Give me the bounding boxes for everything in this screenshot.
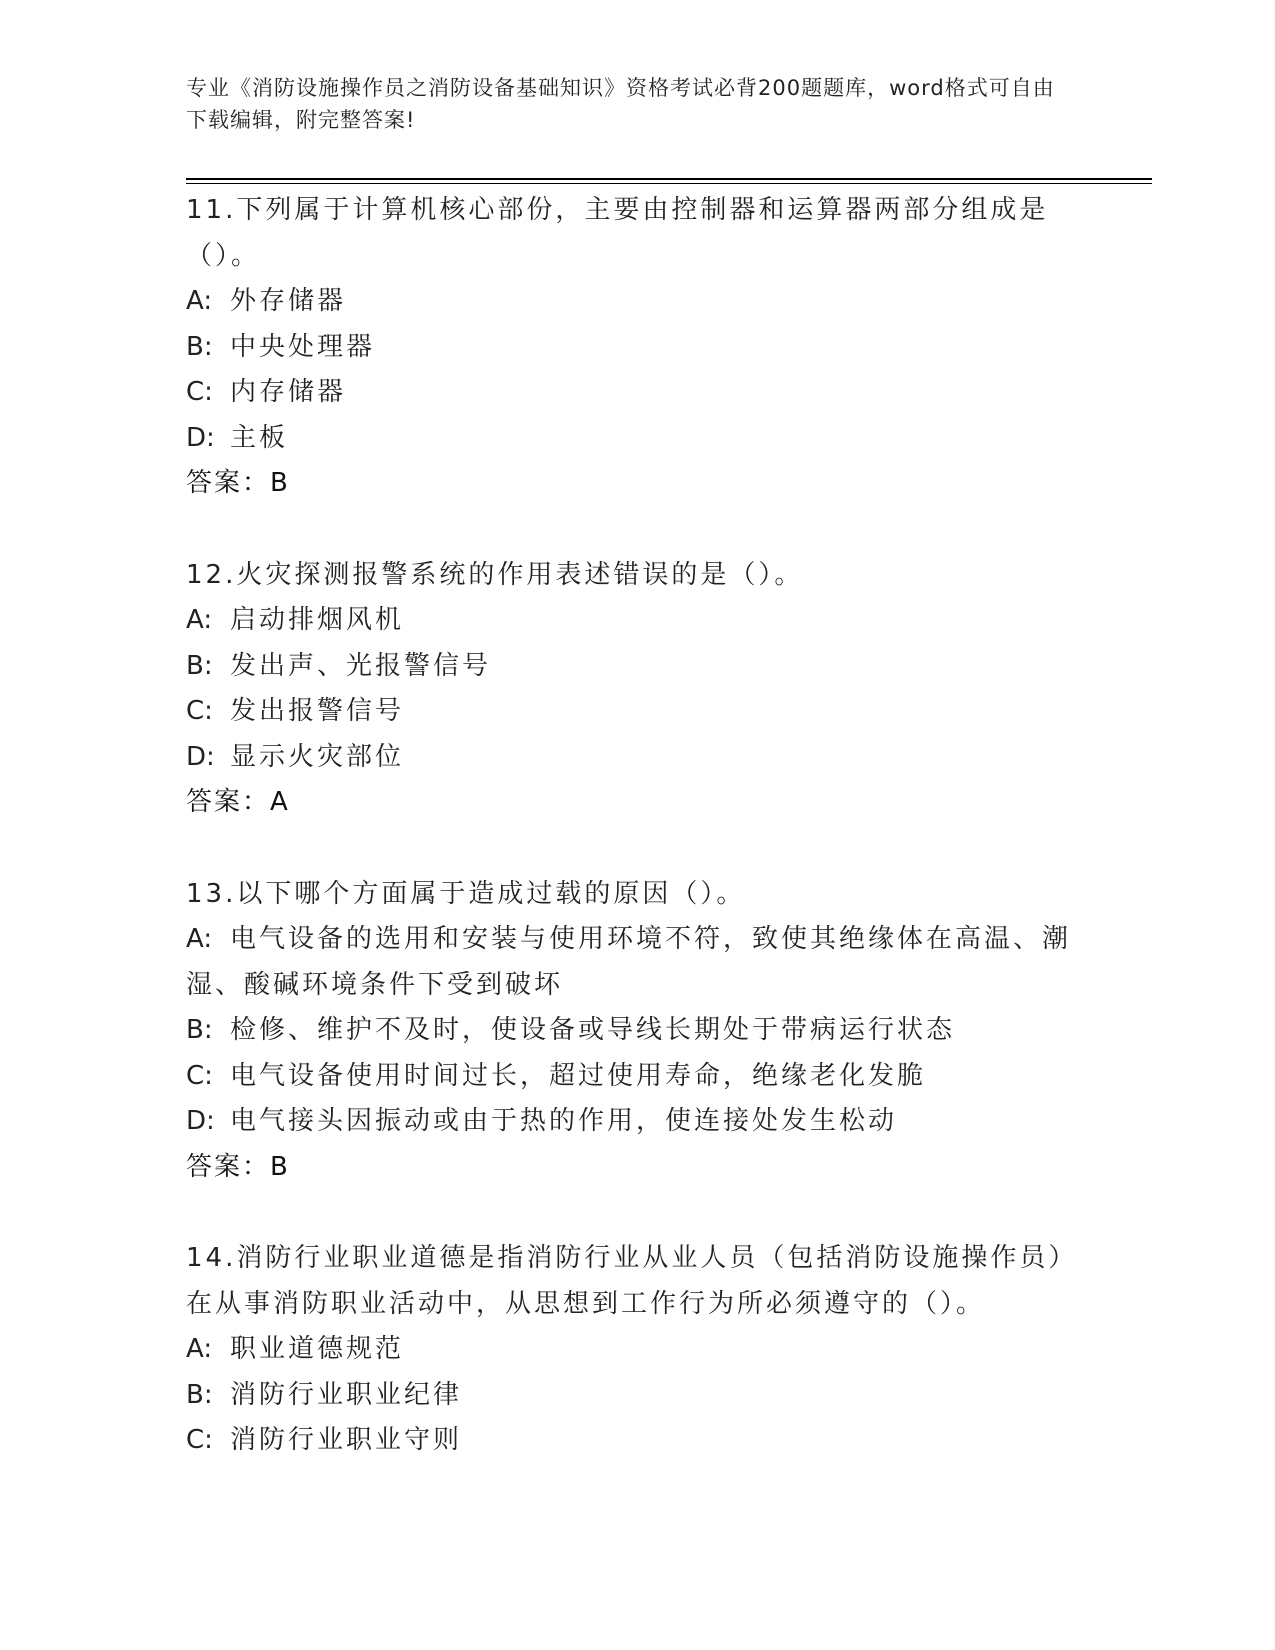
answer-value: B — [270, 468, 289, 498]
option-key: D: — [186, 1106, 215, 1136]
option-d — [186, 1099, 1086, 1145]
option-key: B: — [186, 331, 213, 362]
question-list — [186, 188, 1086, 1510]
option-a — [186, 1327, 1086, 1373]
option-key: A: — [186, 1334, 213, 1364]
option-text: 内存储器 — [230, 377, 347, 407]
option-text: 电气接头因振动或由于热的作用，使连接处发生松动 — [230, 1106, 898, 1136]
option-c — [186, 689, 1086, 735]
option-a — [186, 917, 1086, 1008]
answer-value: A — [270, 787, 289, 817]
option-key: C: — [186, 377, 213, 407]
option-text: 电气设备使用时间过长，超过使用寿命，绝缘老化发脆 — [230, 1060, 927, 1091]
option-text: 消防行业职业守则 — [230, 1425, 463, 1455]
option-a — [186, 598, 1086, 644]
option-b — [186, 644, 1086, 690]
answer-line — [186, 780, 1086, 826]
question-stem: 11.下列属于计算机核心部份，主要由控制器和运算器两部分组成是（）。 — [186, 195, 1049, 271]
answer-line — [186, 461, 1086, 507]
option-key: C: — [186, 696, 213, 726]
option-text: 启动排烟风机 — [230, 605, 405, 635]
option-d — [186, 416, 1086, 462]
option-text: 外存储器 — [230, 286, 347, 316]
option-c — [186, 370, 1086, 416]
option-text: 中央处理器 — [230, 331, 376, 362]
option-text: 发出报警信号 — [230, 696, 405, 726]
option-text: 主板 — [230, 422, 289, 453]
header-rule-thin — [186, 183, 1152, 184]
option-text: 消防行业职业纪律 — [230, 1379, 463, 1410]
option-c — [186, 1418, 1086, 1464]
question-stem: 12.火灾探测报警系统的作用表述错误的是（）。 — [186, 559, 804, 590]
question-stem: 14.消防行业职业道德是指消防行业从业人员（包括消防设施操作员）在从事消防职业活动中，从思想到工作行为所必须遵守的（）。 — [186, 1243, 1065, 1319]
option-key: B: — [186, 1379, 213, 1410]
option-b — [186, 1008, 1086, 1054]
option-key: A: — [186, 286, 213, 316]
option-c — [186, 1054, 1086, 1100]
question-11 — [186, 188, 1086, 507]
option-key: D: — [186, 422, 215, 453]
option-b — [186, 325, 1086, 371]
answer-line — [186, 1145, 1086, 1191]
header-rule-thick — [186, 178, 1152, 180]
answer-label: 答案： — [186, 468, 271, 498]
option-b — [186, 1373, 1086, 1419]
option-text: 显示火灾部位 — [230, 741, 405, 772]
option-text: 检修、维护不及时，使设备或导线长期处于带病运行状态 — [230, 1015, 956, 1045]
option-text: 职业道德规范 — [230, 1334, 405, 1364]
option-key: A: — [186, 924, 213, 954]
option-key: C: — [186, 1425, 213, 1455]
question-14 — [186, 1236, 1086, 1464]
question-13 — [186, 872, 1086, 1191]
option-key: A: — [186, 605, 213, 635]
document-header: 专业《消防设施操作员之消防设备基础知识》资格考试必背200题题库，word格式可自由下载编辑，附完整答案! — [186, 76, 1055, 132]
option-key: B: — [186, 650, 213, 681]
option-d — [186, 735, 1086, 781]
option-text: 发出声、光报警信号 — [230, 650, 492, 681]
answer-label: 答案： — [186, 787, 271, 817]
answer-value: B — [270, 1151, 289, 1182]
option-key: B: — [186, 1015, 213, 1045]
question-stem: 13.以下哪个方面属于造成过载的原因（）。 — [186, 878, 746, 909]
option-key: C: — [186, 1060, 213, 1091]
question-12 — [186, 553, 1086, 826]
option-a — [186, 279, 1086, 325]
option-text: 电气设备的选用和安装与使用环境不符，致使其绝缘体在高温、潮湿、酸碱环境条件下受到破坏 — [186, 924, 1072, 1000]
answer-label: 答案： — [186, 1151, 271, 1182]
option-key: D: — [186, 741, 215, 772]
